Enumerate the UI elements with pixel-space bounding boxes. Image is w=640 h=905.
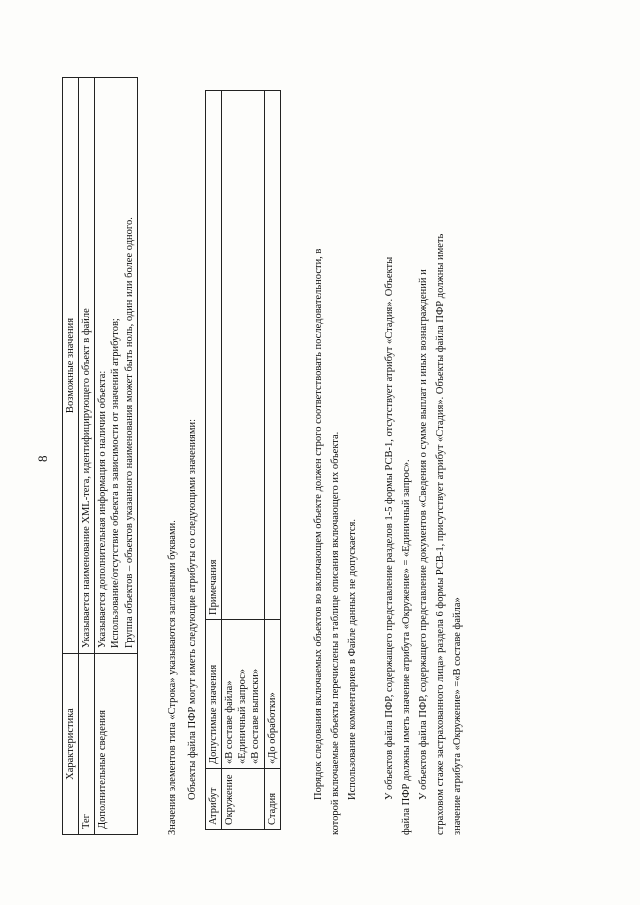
table-row — [222, 91, 264, 830]
paragraph: Объекты файла ПФР могут иметь следующие атрибуты со следующими значениями: — [187, 419, 198, 800]
paragraph-line: У объектов файла ПФР, содержащего представление документов «Сведения о сумме выплат и иных вознаграждений и — [418, 269, 429, 800]
table-cell: Стадия — [264, 769, 280, 830]
attributes-table — [205, 90, 281, 830]
table-cell — [264, 91, 280, 620]
paragraph-line: которой включаемые объекты перечислены в таблице описания включающего их объекта. — [330, 431, 341, 835]
cell-line: «В составе выписки» — [250, 668, 262, 764]
column-header: Примечания — [206, 91, 222, 620]
paragraph-line: значение атрибута «Окружение» =«В составе файла» — [452, 597, 463, 835]
table-cell: Дополнительные сведения — [95, 654, 137, 835]
table-cell: Тег — [79, 654, 95, 835]
table-cell — [95, 78, 137, 654]
table-header-row — [206, 91, 222, 830]
table-row — [264, 91, 280, 830]
table-row — [95, 78, 137, 835]
paragraph: Использование комментариев в Файле данных не допускается. — [347, 519, 358, 800]
cell-line: «До обработки» — [266, 692, 278, 764]
table-cell: Окружение — [222, 769, 264, 830]
rotated-page — [35, 0, 480, 870]
table-row — [79, 78, 95, 835]
table-cell — [222, 91, 264, 620]
column-header: Атрибут — [206, 769, 222, 830]
table-cell — [222, 620, 264, 769]
cell-line: «В составе файла» — [224, 680, 236, 764]
paragraph-line: Порядок следования включаемых объектов во включающем объекте должен строго соответствовать последовательности, в — [313, 248, 324, 800]
column-header: Возможные значения — [63, 78, 79, 654]
table-cell: Указывается наименование XML-тега, идентифицирующего объект в файле — [79, 78, 95, 654]
page-number: 8 — [35, 455, 50, 462]
cell-line: «Единичный запрос» — [237, 668, 249, 764]
table-cell — [264, 620, 280, 769]
table-header-row — [63, 78, 79, 835]
cell-line: Группа объектов – объектов указанного наименования может быть ноль, один или более одного. — [123, 217, 135, 648]
paragraph-line: файла ПФР должны иметь значение атрибута «Окружение» = «Единичный запрос». — [401, 459, 412, 835]
column-header: Допустимые значения — [206, 620, 222, 769]
cell-line: Использование/отсутствие объекта в зависимости от значений атрибутов; — [110, 318, 122, 648]
paragraph-line: У объектов файла ПФР, содержащего представление разделов 1-5 формы РСВ-1, отсутствует атрибут «Стадия». Объекты — [384, 256, 395, 800]
elements-table — [62, 77, 138, 835]
paragraph-line: страховом стаже застрахованного лица» раздела 6 формы РСВ-1, присутствует атрибут «Стадия». Объекты файла ПФР должны иметь — [435, 233, 446, 835]
column-header: Характеристика — [63, 654, 79, 835]
cell-line: Указывается дополнительная информация о наличии объекта: — [97, 370, 109, 648]
paragraph: Значения элементов типа «Строка» указываются заглавными буквами. — [167, 520, 178, 835]
